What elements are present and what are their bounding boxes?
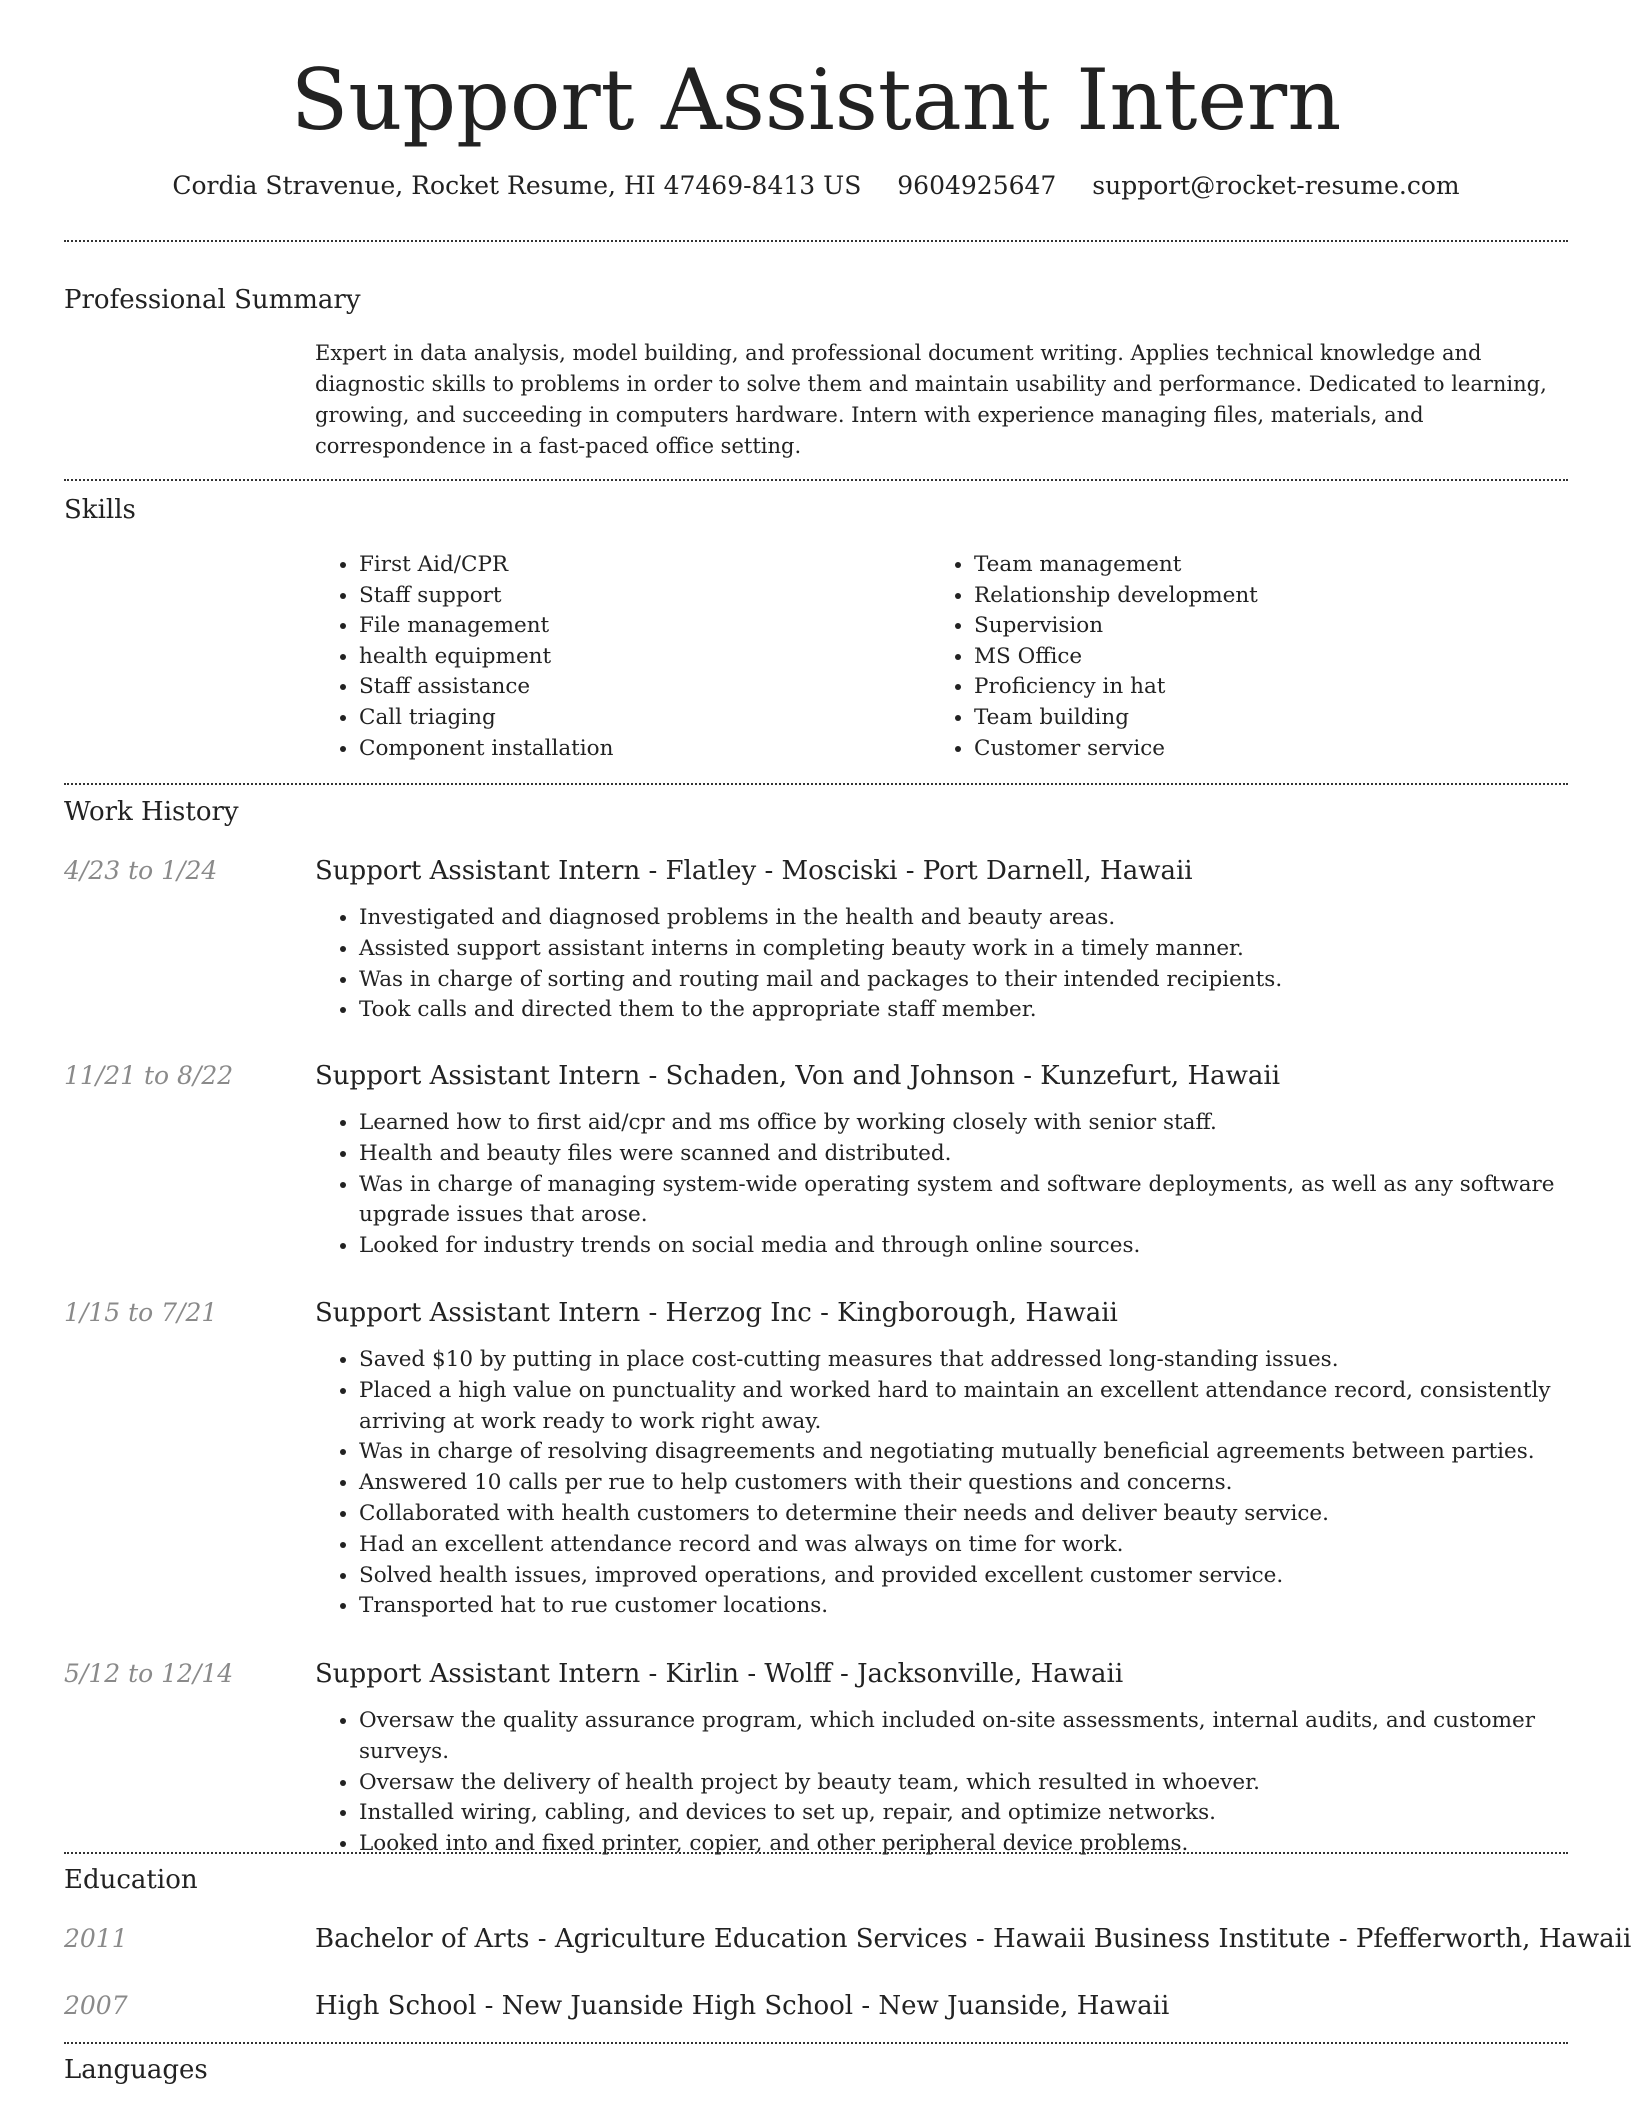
skills-heading: Skills: [64, 495, 136, 525]
job-dates: 11/21 to 8/22: [64, 1061, 234, 1090]
job-bullet: • Assisted support assistant interns in completing beauty work in a timely manner.: [359, 934, 1565, 965]
job-title: Support Assistant Intern - Schaden, Von and Johnson - Kunzefurt, Hawaii: [315, 1061, 1281, 1091]
resume-title: Support Assistant Intern: [290, 51, 1342, 149]
skill-item: • health equipment: [359, 642, 919, 673]
job-bullet: • Investigated and diagnosed problems in the health and beauty areas.: [359, 903, 1565, 934]
section-divider: [64, 783, 1568, 785]
skill-item: • Supervision: [974, 611, 1574, 642]
job-bullet: • Solved health issues, improved operations, and provided excellent customer service.: [359, 1561, 1565, 1592]
section-divider: [64, 1852, 1568, 1854]
skill-item: • Proficiency in hat: [974, 672, 1574, 703]
job-bullet: • Had an excellent attendance record and was always on time for work.: [359, 1530, 1565, 1561]
job-bullet: • Installed wiring, cabling, and devices to set up, repair, and optimize networks.: [359, 1798, 1565, 1829]
skill-item: • Staff support: [359, 581, 919, 612]
skill-item: • MS Office: [974, 642, 1574, 673]
section-divider: [64, 479, 1568, 481]
job-bullets: [315, 1108, 1565, 1262]
job-bullet: • Oversaw the quality assurance program, which included on-site assessments, internal audits, and customer surveys.: [359, 1706, 1565, 1768]
skill-item: • Team building: [974, 703, 1574, 734]
skill-item: • Relationship development: [974, 581, 1574, 612]
education-degree: High School - New Juanside High School - New Juanside, Hawaii: [315, 1991, 1170, 2021]
education-entry: [0, 1988, 1632, 2024]
skill-item: • Component installation: [359, 734, 919, 765]
languages-heading: Languages: [64, 2055, 208, 2085]
job-bullets: [315, 1345, 1565, 1622]
job-bullet: • Learned how to first aid/cpr and ms office by working closely with senior staff.: [359, 1108, 1565, 1139]
job-dates: 1/15 to 7/21: [64, 1298, 218, 1327]
job-bullet: • Saved $10 by putting in place cost-cutting measures that addressed long-standing issues.: [359, 1345, 1565, 1376]
job-title: Support Assistant Intern - Flatley - Mosciski - Port Darnell, Hawaii: [315, 856, 1193, 886]
job-title: Support Assistant Intern - Herzog Inc - Kingborough, Hawaii: [315, 1298, 1118, 1328]
job-bullets: [315, 903, 1565, 1026]
work-heading: Work History: [64, 797, 239, 827]
skills-list-right: [930, 550, 1574, 764]
job-dates: 4/23 to 1/24: [64, 856, 218, 885]
job-bullet: • Looked for industry trends on social media and through online sources.: [359, 1231, 1565, 1262]
contact-address: Cordia Stravenue, Rocket Resume, HI 47469-8413 US: [172, 171, 862, 200]
education-heading: Education: [64, 1865, 198, 1895]
skill-item: • Team management: [974, 550, 1574, 581]
job-bullet: • Was in charge of sorting and routing mail and packages to their intended recipients.: [359, 965, 1565, 996]
job-bullet: • Looked into and fixed printer, copier, and other peripheral device problems.: [359, 1829, 1565, 1860]
skill-item: • File management: [359, 611, 919, 642]
job-bullet: • Health and beauty files were scanned and distributed.: [359, 1139, 1565, 1170]
skill-item: • Staff assistance: [359, 672, 919, 703]
job-bullet: • Was in charge of resolving disagreements and negotiating mutually beneficial agreements between parties.: [359, 1437, 1565, 1468]
job-bullet: • Took calls and directed them to the appropriate staff member.: [359, 995, 1565, 1026]
education-year: 2007: [64, 1991, 128, 2020]
skill-item: • Call triaging: [359, 703, 919, 734]
job-title: Support Assistant Intern - Kirlin - Wolff - Jacksonville, Hawaii: [315, 1659, 1124, 1689]
contact-email: support@rocket-resume.com: [1092, 171, 1460, 200]
job-bullet: • Placed a high value on punctuality and worked hard to maintain an excellent attendance record, consistently arriving at work ready to work right away.: [359, 1376, 1565, 1438]
skill-item: • First Aid/CPR: [359, 550, 919, 581]
job-bullet: • Transported hat to rue customer locations.: [359, 1591, 1565, 1622]
skills-list-left: [315, 550, 919, 764]
job-dates: 5/12 to 12/14: [64, 1659, 234, 1688]
summary-text: Expert in data analysis, model building, and professional document writing. Applies technical knowledge and diagnostic skills to problems in order to solve them and maintain usability and performance. Dedicated to learning, growing, and succeeding in computers hardware. Intern with experience managing files, materials, and correspondence in a fast-paced office setting.: [315, 341, 1547, 458]
job-bullet: • Oversaw the delivery of health project by beauty team, which resulted in whoever.: [359, 1768, 1565, 1799]
job-bullet: • Was in charge of managing system-wide operating system and software deployments, as well as any software upgrade issues that arose.: [359, 1170, 1565, 1232]
education-degree: Bachelor of Arts - Agriculture Education Services - Hawaii Business Institute - Pfefferworth, Hawaii: [315, 1924, 1632, 1954]
education-entry: [0, 1921, 1632, 1957]
section-divider: [64, 240, 1568, 242]
skill-item: • Customer service: [974, 734, 1574, 765]
job-bullet: • Answered 10 calls per rue to help customers with their questions and concerns.: [359, 1468, 1565, 1499]
summary-heading: Professional Summary: [64, 285, 361, 315]
job-bullets: [315, 1706, 1565, 1860]
contact-phone: 9604925647: [897, 171, 1057, 200]
job-bullet: • Collaborated with health customers to determine their needs and deliver beauty service.: [359, 1499, 1565, 1530]
contact-line: [0, 168, 1632, 204]
education-year: 2011: [64, 1924, 128, 1953]
section-divider: [64, 2042, 1568, 2044]
